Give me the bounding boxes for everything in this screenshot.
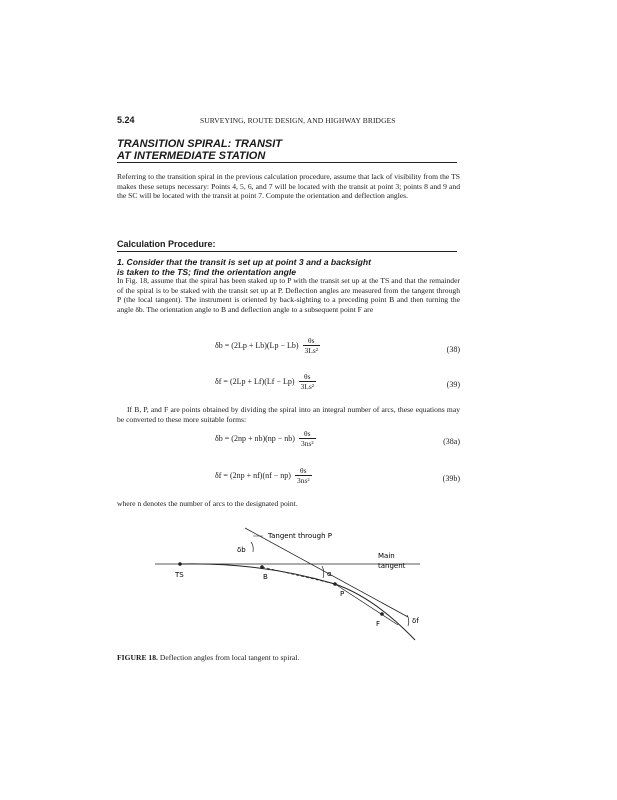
eq39-numerator: θs: [303, 372, 311, 381]
where-paragraph: where n denotes the number of arcs to the designated point.: [117, 499, 298, 508]
figure-18-diagram: [150, 522, 450, 647]
point-p: [333, 582, 337, 586]
chord-f-line: [335, 584, 398, 625]
eq39b-label: (39b): [442, 474, 460, 483]
calculation-heading: Calculation Procedure:: [117, 239, 216, 249]
label-p: P: [340, 590, 345, 598]
eq39b-denominator: 3ns²: [296, 476, 310, 485]
section-title-line2: AT INTERMEDIATE STATION: [117, 150, 266, 162]
equation-39b: [215, 466, 312, 486]
page-number: 5.24: [117, 115, 135, 125]
label-main: Main: [378, 552, 395, 560]
eq39b-lhs: δf = (2np + nf)(nf − np): [215, 470, 291, 480]
eq38-fraction: [303, 336, 321, 356]
eq38a-denominator: 3ns²: [300, 439, 314, 448]
section-rule: [117, 162, 457, 163]
eq38-label: (38): [446, 345, 460, 354]
eq38a-numerator: θs: [304, 429, 311, 438]
label-f: F: [376, 620, 381, 628]
eq39-fraction: [299, 372, 317, 392]
mid-paragraph: If B, P, and F are points obtained by dividing the spiral into an integral number of arcs, these equations may be converted to these more suitable forms:: [117, 405, 460, 424]
caption-text: Deflection angles from local tangent to spiral.: [159, 653, 300, 662]
label-ts: TS: [175, 571, 184, 579]
step1-heading-line1: 1. Consider that the transit is set up at point 3 and a backsight: [117, 257, 372, 267]
eq39-lhs: δf = (2Lp + Lf)(Lf − Lp): [215, 376, 295, 386]
equation-39: [215, 372, 316, 392]
intro-paragraph: Referring to the transition spiral in the previous calculation procedure, assume that lack of visibility from the TS makes these setups necessary: Points 4, 5, 6, and 7 will be located with the transit at point 3; points 8 and 9 and the SC will be located with the transit at point 7. Compute the orientation and deflection angles.: [117, 172, 460, 200]
delta-b-arc: [251, 542, 253, 552]
label-tangent: tangent: [378, 562, 406, 570]
equation-38: [215, 336, 320, 356]
equation-38a: [215, 429, 316, 449]
label-delta-f: δf: [412, 617, 419, 625]
eq38-numerator: θs: [308, 336, 315, 345]
point-f: [380, 612, 384, 616]
eq38-lhs: δb = (2Lp + Lb)(Lp − Lb): [215, 340, 299, 350]
step1-heading-line2: is taken to the TS; find the orientation angle: [117, 267, 297, 277]
eq39-label: (39): [446, 380, 460, 389]
step1-paragraph: In Fig. 18, assume that the spiral has been staked up to P with the transit set up at the TS and that the remainder of the spiral is to be staked with the transit set up at P. Deflection angles are measured from the tangent through P (the local tangent). The instrument is oriented by back-sighting to a preceding point B and then turning the angle δb. The orientation angle to B and deflection angle to a subsequent point F are: [117, 276, 460, 314]
eq39b-fraction: [295, 466, 312, 486]
eq38a-lhs: δb = (2np + nb)(np − nb): [215, 433, 295, 443]
label-tangent-through-p: Tangent through P: [268, 532, 332, 540]
point-ts: [178, 562, 182, 566]
step1-heading: [117, 257, 457, 277]
caption-number: FIGURE 18.: [117, 653, 158, 662]
running-title: SURVEYING, ROUTE DESIGN, AND HIGHWAY BRIDGES: [200, 116, 396, 125]
section-title-line1: TRANSITION SPIRAL: TRANSIT: [117, 138, 282, 150]
label-alpha: α: [327, 570, 332, 578]
chord-b-line: [262, 567, 335, 584]
figure-caption: [117, 653, 299, 662]
eq38a-fraction: [299, 429, 316, 449]
eq39b-numerator: θs: [300, 466, 307, 475]
eq38-denominator: 3Ls²: [304, 346, 319, 355]
procedure-rule: [117, 251, 457, 252]
label-b: B: [263, 573, 268, 581]
label-delta-b: δb: [237, 546, 246, 554]
section-title: [117, 138, 282, 162]
point-b: [260, 565, 264, 569]
eq38a-label: (38a): [443, 437, 460, 446]
alpha-arc: [322, 566, 324, 578]
eq39-denominator: 3Ls²: [300, 382, 314, 391]
